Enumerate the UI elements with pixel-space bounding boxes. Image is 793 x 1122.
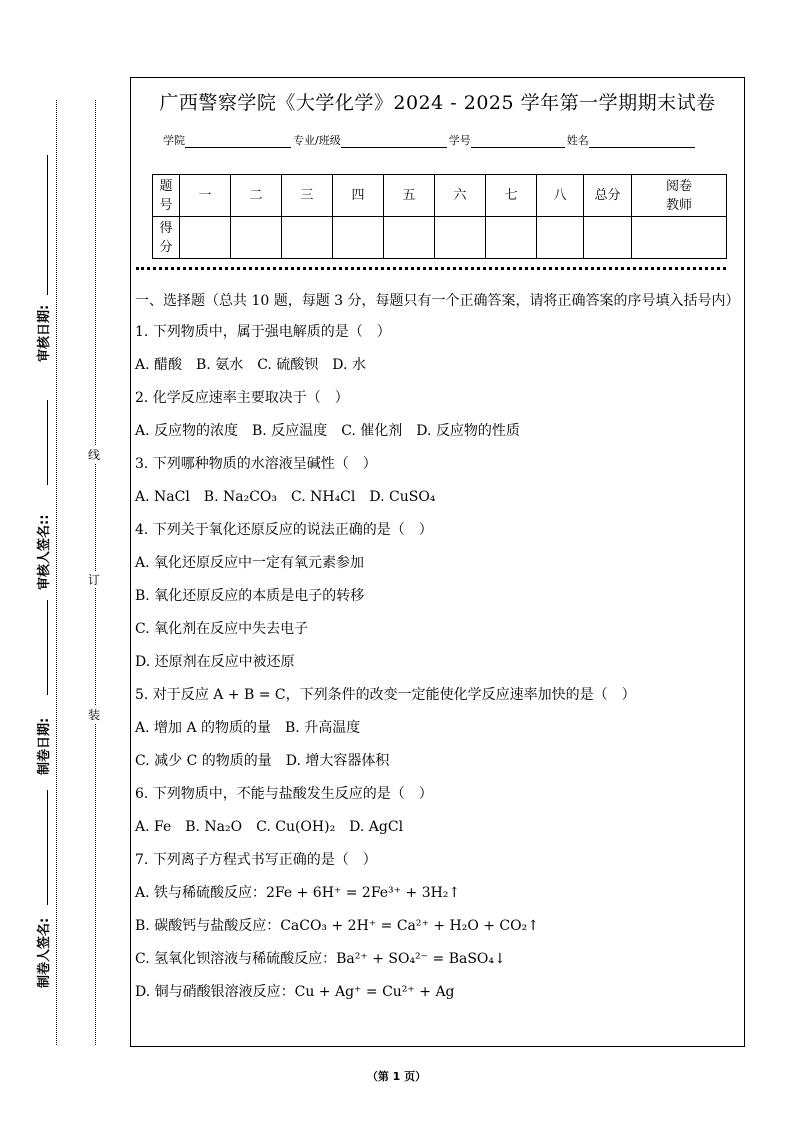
field-college-label: 学院 xyxy=(163,134,185,147)
q6-options: A. Fe B. Na₂O C. Cu(OH)₂ D. AgCl xyxy=(135,819,404,835)
q7-option-c: C. 氢氧化钡溶液与稀硫酸反应：Ba²⁺ + SO₄²⁻ = BaSO₄↓ xyxy=(135,951,506,967)
make-date-label: 制卷日期: xyxy=(37,717,52,775)
review-date-line xyxy=(47,155,48,295)
q1-options: A. 醋酸 B. 氨水 C. 硫酸钡 D. 水 xyxy=(135,357,366,373)
q2-stem: 2. 化学反应速率主要取决于（ ） xyxy=(135,390,349,406)
dotted-separator xyxy=(136,267,726,270)
row-label-question-no: 题 号 xyxy=(153,175,180,217)
student-info-row xyxy=(163,132,697,148)
q4-option-a: A. 氧化还原反应中一定有氧元素参加 xyxy=(135,555,365,571)
col-7: 七 xyxy=(486,175,537,217)
score-cell-4[interactable] xyxy=(333,217,384,259)
q7-option-d: D. 铜与硝酸银溶液反应：Cu + Ag⁺ = Cu²⁺ + Ag xyxy=(135,984,455,1000)
binding-char-line: 线 xyxy=(88,448,101,462)
score-cell-6[interactable] xyxy=(435,217,486,259)
q3-stem: 3. 下列哪种物质的水溶液呈碱性（ ） xyxy=(135,456,377,472)
exam-frame xyxy=(130,77,745,1047)
field-major-label: 专业/班级 xyxy=(293,134,341,147)
binding-char-ding: 订 xyxy=(88,573,101,587)
score-cell-3[interactable] xyxy=(282,217,333,259)
q5-options-ab: A. 增加 A 的物质的量 B. 升高温度 xyxy=(135,720,361,736)
make-signer-line xyxy=(47,790,48,905)
review-signer-line xyxy=(47,400,48,485)
field-college-blank[interactable] xyxy=(185,135,291,148)
score-cell-5[interactable] xyxy=(384,217,435,259)
section-1-intro: 一、选择题（总共 10 题，每题 3 分，每题只有一个正确答案，请将正确答案的序号填入括号内） xyxy=(135,293,740,309)
q7-option-b: B. 碳酸钙与盐酸反应：CaCO₃ + 2H⁺ = Ca²⁺ + H₂O + CO₂↑ xyxy=(135,918,539,934)
q5-options-cd: C. 减少 C 的物质的量 D. 增大容器体积 xyxy=(135,753,390,769)
field-id-label: 学号 xyxy=(448,134,471,147)
q4-option-c: C. 氧化剂在反应中失去电子 xyxy=(135,621,309,637)
field-name-blank[interactable] xyxy=(589,135,695,148)
q2-options: A. 反应物的浓度 B. 反应温度 C. 催化剂 D. 反应物的性质 xyxy=(135,423,520,439)
question-content xyxy=(135,290,740,1014)
exam-title: 广西警察学院《大学化学》2024 - 2025 学年第一学期期末试卷 xyxy=(159,92,716,114)
score-table xyxy=(152,174,727,259)
review-signer-label: 审核人签名:: xyxy=(37,514,52,590)
q4-stem: 4. 下列关于氧化还原反应的说法正确的是（ ） xyxy=(135,522,433,538)
score-cell-7[interactable] xyxy=(486,217,537,259)
q7-stem: 7. 下列离子方程式书写正确的是（ ） xyxy=(135,852,377,868)
score-cell-1[interactable] xyxy=(180,217,231,259)
q4-option-b: B. 氧化还原反应的本质是电子的转移 xyxy=(135,588,365,604)
binding-char-zhuang: 装 xyxy=(88,708,101,722)
score-cell-2[interactable] xyxy=(231,217,282,259)
make-signer-label: 制卷人签名: xyxy=(37,917,52,988)
score-header-row xyxy=(153,175,727,217)
col-total: 总分 xyxy=(584,175,632,217)
q4-option-d: D. 还原剂在反应中被还原 xyxy=(135,654,295,670)
score-cell-8[interactable] xyxy=(537,217,584,259)
score-cell-grader[interactable] xyxy=(632,217,727,259)
score-cell-total[interactable] xyxy=(584,217,632,259)
col-6: 六 xyxy=(435,175,486,217)
q6-stem: 6. 下列物质中，不能与盐酸发生反应的是（ ） xyxy=(135,786,433,802)
page-number: （第 1 页） xyxy=(366,1070,427,1083)
col-1: 一 xyxy=(180,175,231,217)
col-grader: 阅卷 教师 xyxy=(632,175,727,217)
q3-options: A. NaCl B. Na₂CO₃ C. NH₄Cl D. CuSO₄ xyxy=(135,489,436,505)
score-value-row xyxy=(153,217,727,259)
field-id-blank[interactable] xyxy=(471,135,565,148)
row-label-score: 得 分 xyxy=(153,217,180,259)
q5-stem: 5. 对于反应 A + B = C，下列条件的改变一定能使化学反应速率加快的是（ ） xyxy=(135,687,636,703)
make-date-line xyxy=(47,600,48,695)
col-5: 五 xyxy=(384,175,435,217)
col-2: 二 xyxy=(231,175,282,217)
q7-option-a: A. 铁与稀硫酸反应：2Fe + 6H⁺ = 2Fe³⁺ + 3H₂↑ xyxy=(135,885,461,901)
binding-dotted-line-outer xyxy=(56,100,57,1045)
q1-stem: 1. 下列物质中，属于强电解质的是（ ） xyxy=(135,324,391,340)
field-major-blank[interactable] xyxy=(341,135,447,148)
col-3: 三 xyxy=(282,175,333,217)
review-date-label: 审核日期: xyxy=(37,304,52,362)
col-4: 四 xyxy=(333,175,384,217)
col-8: 八 xyxy=(537,175,584,217)
field-name-label: 姓名 xyxy=(566,134,589,147)
